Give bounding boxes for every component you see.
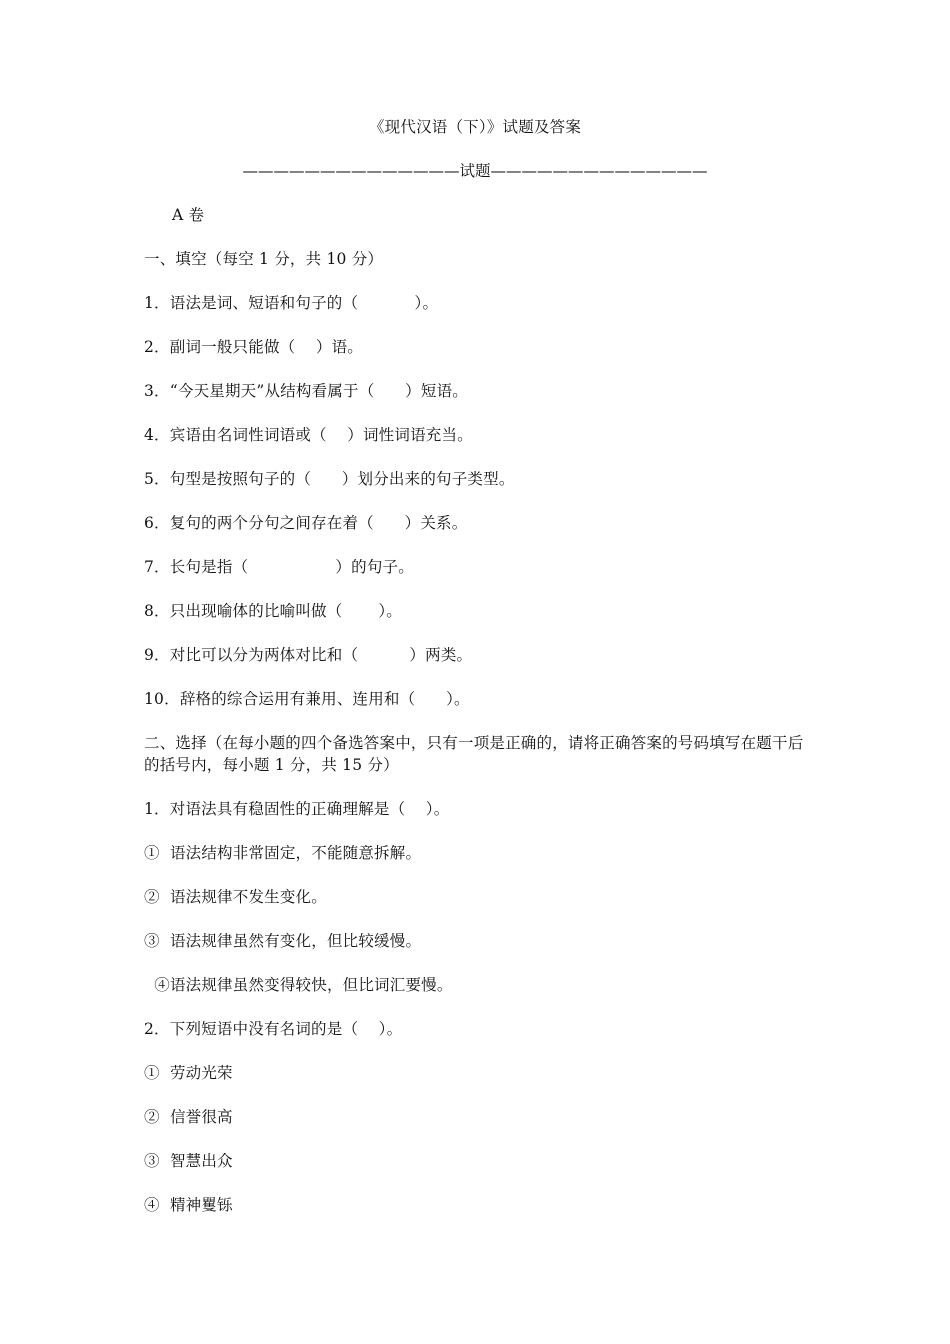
answer-option: ③ 语法规律虽然有变化，但比较缓慢。 — [144, 932, 422, 950]
question-stem: 2．下列短语中没有名词的是（ ）。 — [144, 1020, 403, 1038]
document-title: 《现代汉语（下）》试题及答案 — [368, 118, 582, 136]
answer-option: ③ 智慧出众 — [144, 1152, 233, 1170]
section-divider: ——————————————试题—————————————— — [242, 162, 708, 180]
answer-option: ④ 精神矍铄 — [144, 1196, 233, 1214]
answer-option: ④语法规律虽然变得较快，但比词汇要慢。 — [144, 976, 453, 994]
question-item: 1．语法是词、短语和句子的（ ）。 — [144, 294, 439, 312]
question-item: 5．句型是按照句子的（ ）划分出来的句子类型。 — [144, 470, 515, 488]
volume-label: A 卷 — [172, 206, 205, 224]
question-item: 10．辞格的综合运用有兼用、连用和（ ）。 — [144, 690, 470, 708]
answer-option: ② 信誉很高 — [144, 1108, 233, 1126]
question-item: 4．宾语由名词性词语或（ ）词性词语充当。 — [144, 426, 473, 444]
question-item: 9．对比可以分为两体对比和（ ）两类。 — [144, 646, 473, 664]
section-heading-multiple-choice: 二、选择（在每小题的四个备选答案中，只有一项是正确的，请将正确答案的号码填写在题干后的括号内，每小题 1 分，共 15 分） — [144, 734, 804, 774]
question-item: 8．只出现喻体的比喻叫做（ ）。 — [144, 602, 403, 620]
answer-option: ② 语法规律不发生变化。 — [144, 888, 327, 906]
question-stem: 1．对语法具有稳固性的正确理解是（ ）。 — [144, 800, 450, 818]
question-item: 6．复句的两个分句之间存在着（ ）关系。 — [144, 514, 468, 532]
question-item: 3．“今天星期天”从结构看属于（ ）短语。 — [144, 382, 468, 400]
question-item: 7．长句是指（ ）的句子。 — [144, 558, 414, 576]
answer-option: ① 语法结构非常固定，不能随意拆解。 — [144, 844, 422, 862]
answer-option: ① 劳动光荣 — [144, 1064, 233, 1082]
section-heading-fill-blank: 一、填空（每空 1 分，共 10 分） — [144, 250, 384, 268]
question-item: 2．副词一般只能做（ ）语。 — [144, 338, 363, 356]
